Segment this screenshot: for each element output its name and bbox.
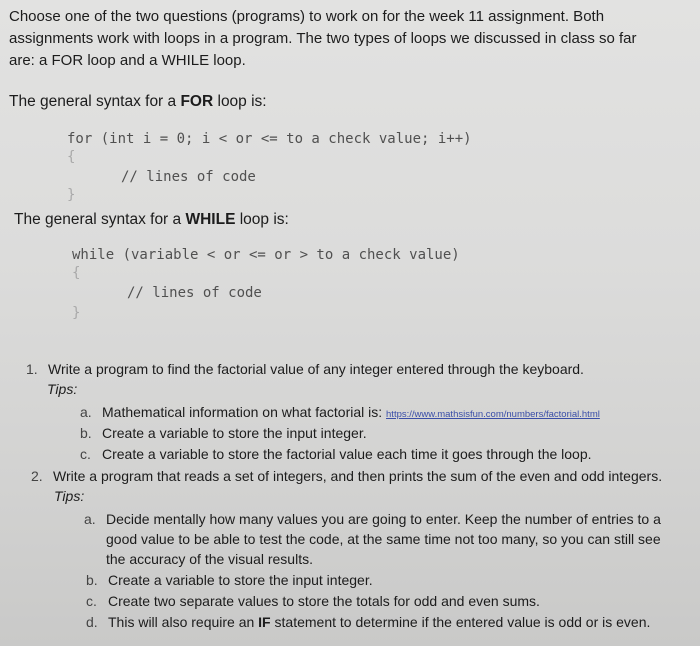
intro-line-3: are: a FOR loop and a WHILE loop.: [9, 52, 246, 69]
question-2-tips-label: Tips:: [54, 488, 85, 504]
question-2-number: 2.: [31, 468, 43, 484]
while-syntax-heading: The general syntax for a WHILE loop is:: [14, 211, 289, 228]
while-keyword: WHILE: [185, 211, 236, 228]
while-close-brace: }: [72, 305, 81, 321]
intro-line-1: Choose one of the two questions (programs) to work on for the week 11 assignment. Both: [9, 8, 605, 25]
q1-tip-c: c. Create a variable to store the factorial value each time it goes through the loop.: [80, 446, 592, 462]
question-2-text: Write a program that reads a set of integers, and then prints the sum of the even and odd integers.: [53, 468, 663, 484]
question-1: [26, 359, 584, 379]
q2-tip-d: d. This will also require an IF statement to determine if the entered value is odd or is even.: [86, 614, 651, 630]
if-keyword: IF: [258, 614, 271, 630]
factorial-link[interactable]: https://www.mathsisfun.com/numbers/factorial.html: [386, 409, 600, 420]
intro-paragraph: [9, 6, 699, 72]
for-syntax-heading: The general syntax for a FOR loop is:: [9, 93, 267, 110]
for-open-brace: {: [67, 149, 76, 165]
while-code-body: // lines of code: [127, 285, 262, 301]
question-1-tips-label: Tips:: [47, 381, 78, 397]
q2-tip-b: b. Create a variable to store the input integer.: [86, 572, 373, 588]
for-keyword: FOR: [180, 93, 214, 110]
q2-tip-c: c. Create two separate values to store the totals for odd and even sums.: [86, 593, 540, 609]
q2-tip-a: a. Decide mentally how many values you are going to enter. Keep the number of entries to a: [84, 511, 661, 527]
q2-tip-a-line-2: good value to be able to test the code, at the same time not too many, so you can still see: [106, 531, 661, 547]
q1-tip-a: a. Mathematical information on what factorial is: https://www.mathsisfun.com/numbers/factorial.html: [80, 404, 600, 420]
question-2: [31, 466, 662, 486]
intro-line-2: assignments work with loops in a program. The two types of loops we discussed in class so far: [9, 30, 637, 47]
for-close-brace: }: [67, 187, 76, 203]
q1-tip-b: b. Create a variable to store the input integer.: [80, 425, 367, 441]
question-1-number: 1.: [26, 361, 38, 377]
while-code-line: while (variable < or <= or > to a check value): [72, 247, 460, 263]
for-code-body: // lines of code: [121, 169, 256, 185]
question-1-text: Write a program to find the factorial value of any integer entered through the keyboard.: [48, 361, 584, 377]
for-code-line: for (int i = 0; i < or <= to a check value; i++): [67, 131, 472, 147]
while-open-brace: {: [72, 265, 81, 281]
q2-tip-a-line-3: the accuracy of the visual results.: [106, 551, 313, 567]
